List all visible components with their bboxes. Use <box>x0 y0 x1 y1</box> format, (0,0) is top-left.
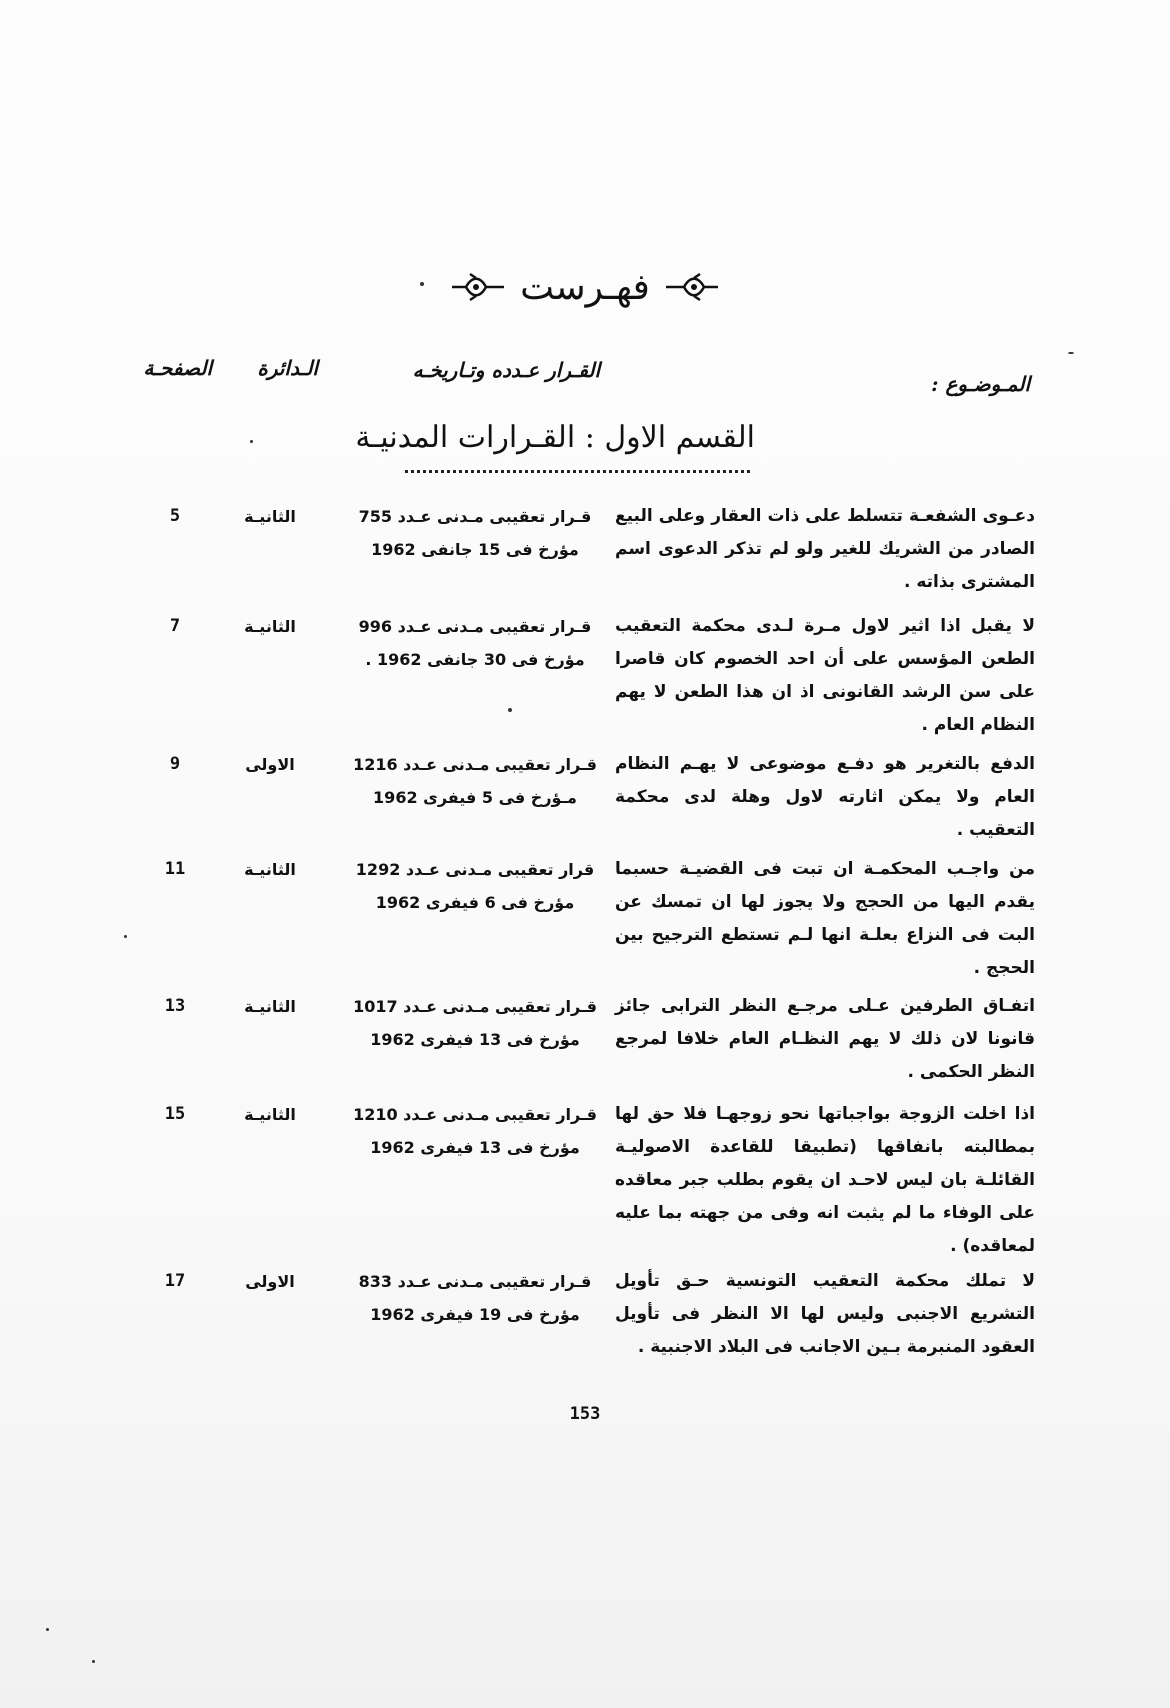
header-subject: المـوضـوع : <box>931 372 1030 396</box>
entry-decision <box>345 1265 605 1331</box>
entry-circuit: الثانيـة <box>244 1105 296 1124</box>
entry-page: 5 <box>169 506 181 526</box>
section-title: القسم الاول : القـرارات المدنيـة <box>355 420 755 455</box>
entry-circuit: الثانيـة <box>244 997 296 1016</box>
entry-subject: اتفـاق الطرفين عـلى مرجـع النظر الترابى جائز قانونا لان ذلك لا يهم النظـام العام خلافا لمرجع النظر الحكمى . <box>615 996 1035 1082</box>
entry-circuit: الثانيـة <box>244 507 296 526</box>
entry-page: 9 <box>169 754 181 774</box>
entry-page: 7 <box>169 616 181 636</box>
ornament-right-icon <box>664 272 720 302</box>
decision-date: مؤرخ فى 6 فيفرى 1962 <box>375 893 575 912</box>
scan-speck <box>508 708 512 712</box>
entry-decision <box>345 853 605 919</box>
scan-speck <box>1068 352 1074 354</box>
index-title <box>435 262 735 312</box>
decision-date: مؤرخ فى 13 فيفرى 1962 <box>370 1138 580 1157</box>
entry-page: 11 <box>164 859 186 879</box>
entry-decision <box>345 990 605 1056</box>
entry-decision <box>345 610 605 676</box>
entry-subject: لا يقبل اذا اثير لاول مـرة لـدى محكمة التعقيب الطعن المؤسس على أن احد الخصوم كان قاصرا على سن الرشد القانونى اذ ان هذا الطعن لا يهم النظام العام . <box>615 616 1035 735</box>
decision-date: مؤرخ فى 30 جانفى 1962 . <box>365 650 585 669</box>
decision-number: قرار تعقيبى مـدنى عـدد 1292 <box>355 860 595 879</box>
entry-subject: دعـوى الشفعـة تتسلط على ذات العقار وعلى البيع الصادر من الشريك للغير ولو لم تذكر الدعوى اسم المشترى بذاته . <box>615 506 1035 592</box>
entry-page: 13 <box>164 996 186 1016</box>
decision-number: قـرار تعقيبى مـدنى عـدد 755 <box>358 507 592 526</box>
entry-decision <box>345 1098 605 1164</box>
decision-number: قـرار تعقيبى مـدنى عـدد 1017 <box>353 997 597 1016</box>
entry-circuit: الثانيـة <box>244 617 296 636</box>
header-decision: القـرار عـدده وتـاريخـه <box>412 358 600 382</box>
ornament-left-icon <box>450 272 506 302</box>
scan-speck <box>420 282 424 286</box>
entry-page: 15 <box>164 1104 186 1124</box>
decision-date: مؤرخ فى 19 فيفرى 1962 <box>370 1305 580 1324</box>
scan-speck <box>124 935 127 938</box>
entry-subject: من واجـب المحكمـة ان تبت فى القضيـة حسبما يقدم اليها من الحجج ولا يجوز لها ان تمسك عن البت فى النزاع بعلـة انها لـم تستطع الترجيح بين الحجج . <box>615 859 1035 978</box>
decision-date: مؤرخ فى 13 فيفرى 1962 <box>370 1030 580 1049</box>
entry-subject: لا تملك محكمة التعقيب التونسية حـق تأويل التشريع الاجنبى وليس لها الا النظر فى تأويل العقود المنبرمة بـين الاجانب فى البلاد الاجنبية . <box>615 1271 1035 1357</box>
scan-speck <box>250 440 253 443</box>
decision-date: مـؤرخ فى 5 فيفرى 1962 <box>373 788 577 807</box>
decision-number: قـرار تعقيبى مـدنى عـدد 833 <box>358 1272 592 1291</box>
header-circuit: الـدائرة <box>257 356 318 380</box>
entry-subject: اذا اخلت الزوجة بواجباتها نحو زوجهـا فلا حق لها بمطالبته بانفاقها (تطبيقا للقاعدة الاصوليـة القائلـة بان ليس لاحـد ان يقوم بطلب جبر معاقده على الوفاء ما لم يثبت انه وفى من جهته بما عليه لمعاقده) . <box>615 1104 1035 1256</box>
entry-circuit: الاولى <box>245 755 295 774</box>
decision-number: قـرار تعقيبى مـدنى عـدد 1216 <box>353 755 597 774</box>
decision-number: قـرار تعقيبى مـدنى عـدد 1210 <box>353 1105 597 1124</box>
section-underline <box>405 470 750 473</box>
entry-circuit: الثانيـة <box>244 860 296 879</box>
entry-subject: الدفع بالتغرير هو دفـع موضوعى لا يهـم النظام العام ولا يمكن اثارته لاول وهلة لدى محكمة التعقيب . <box>615 754 1035 840</box>
entry-decision <box>345 500 605 566</box>
decision-number: قـرار تعقيبى مـدنى عـدد 996 <box>358 617 592 636</box>
scan-speck <box>46 1628 49 1631</box>
header-page: الصفحـة <box>143 356 212 380</box>
entry-circuit: الاولى <box>245 1272 295 1291</box>
page-number: 153 <box>569 1404 601 1424</box>
decision-date: مؤرخ فى 15 جانفى 1962 <box>371 540 579 559</box>
index-title-text: فهـرست <box>520 266 650 308</box>
scan-speck <box>92 1660 95 1663</box>
entry-decision <box>345 748 605 814</box>
entry-page: 17 <box>164 1271 186 1291</box>
